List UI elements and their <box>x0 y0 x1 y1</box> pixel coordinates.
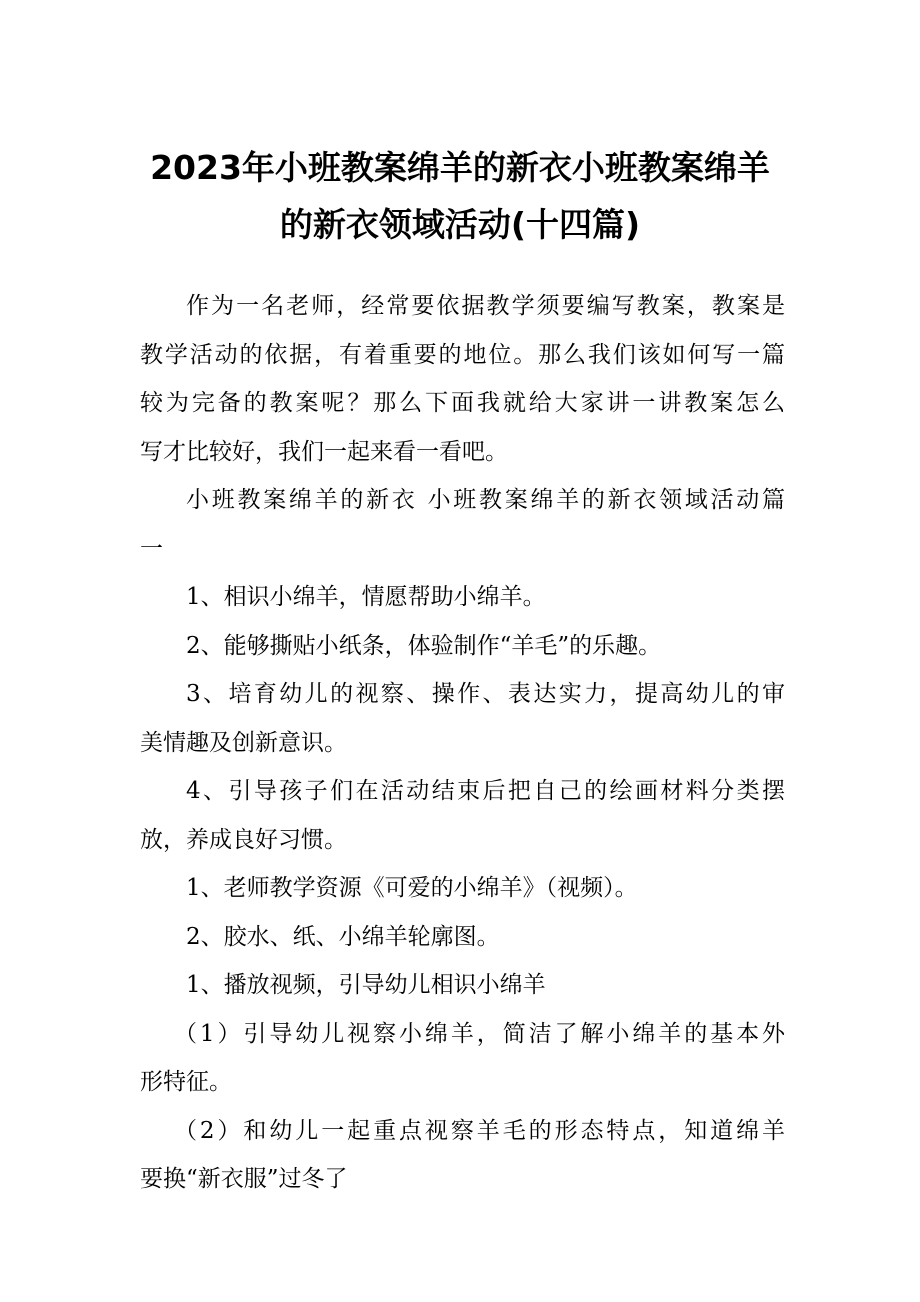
paragraph-line: 4、引导孩子们在活动结束后把自己的绘画材料分类摆 <box>186 778 785 804</box>
paragraph-line: 美情趣及创新意识。 <box>140 729 347 756</box>
paragraph-line: 一 <box>140 535 163 562</box>
document-title-line-1: 2023年小班教案绵羊的新衣小班教案绵羊 <box>150 148 770 187</box>
paragraph-line: 放，养成良好习惯。 <box>140 826 347 853</box>
paragraph-line: 要换“新衣服”过冬了 <box>140 1166 348 1192</box>
paragraph-line: 小班教案绵羊的新衣 小班教案绵羊的新衣领域活动篇 <box>186 487 785 513</box>
document-title-line-2: 的新衣领域活动(十四篇) <box>279 205 641 244</box>
paragraph-line: 1、相识小绵羊，情愿帮助小绵羊。 <box>186 584 546 610</box>
paragraph-line: 2、胶水、纸、小绵羊轮廓图。 <box>186 923 500 950</box>
paragraph-line: 写才比较好，我们一起来看一看吧。 <box>140 438 508 465</box>
document-body <box>140 282 785 1204</box>
paragraph-line: 1、老师教学资源《可爱的小绵羊》（视频）。 <box>186 875 638 901</box>
paragraph-line: 作为一名老师，经常要依据教学须要编写教案，教案是 <box>186 293 785 319</box>
paragraph-line: （2）和幼儿一起重点视察羊毛的形态特点，知道绵羊 <box>174 1117 785 1144</box>
paragraph-line: （1）引导幼儿视察小绵羊，简洁了解小绵羊的基本外 <box>174 1020 785 1047</box>
paragraph-line: 2、能够撕贴小纸条，体验制作“羊毛”的乐趣。 <box>186 632 662 659</box>
paragraph-line: 3、培育幼儿的视察、操作、表达实力，提高幼儿的审 <box>186 681 785 707</box>
paragraph-line: 较为完备的教案呢？那么下面我就给大家讲一讲教案怎么 <box>140 390 785 416</box>
paragraph-line: 形特征。 <box>140 1069 232 1095</box>
paragraph-line: 1、播放视频，引导幼儿相识小绵羊 <box>186 972 546 998</box>
paragraph-line: 教学活动的依据，有着重要的地位。那么我们该如何写一篇 <box>140 341 785 368</box>
